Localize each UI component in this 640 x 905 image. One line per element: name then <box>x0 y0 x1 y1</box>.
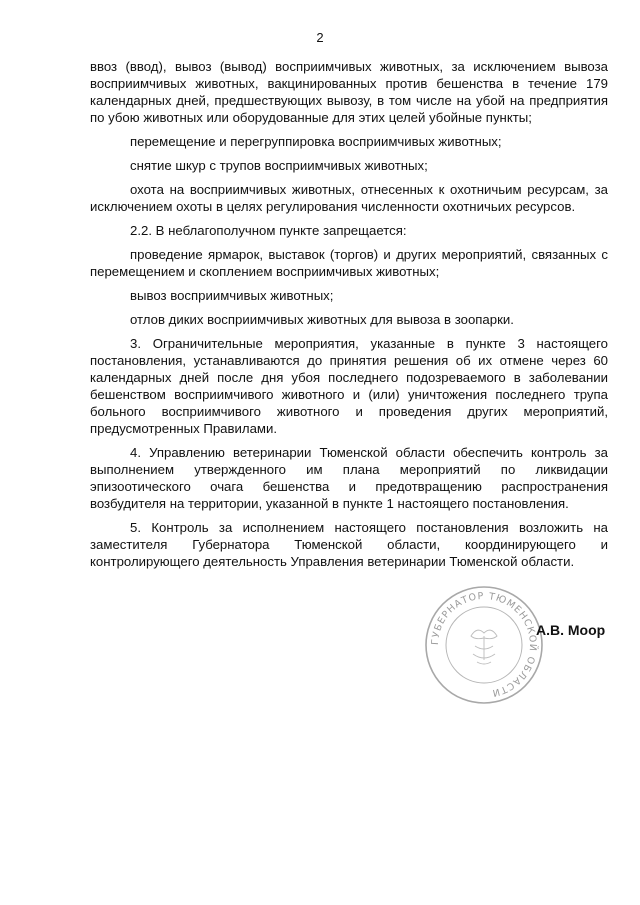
page-number: 2 <box>316 30 324 45</box>
emblem-icon <box>471 630 497 664</box>
paragraph: отлов диких восприимчивых животных для вывоза в зоопарки. <box>130 312 514 327</box>
document-body <box>90 58 608 577</box>
paragraph: перемещение и перегруппировка восприимчивых животных; <box>130 134 502 149</box>
paragraph: 3. Ограничительные мероприятия, указанные в пункте 3 настоящего постановления, устанавливаются до принятия решения об их отмене через 60 календарных дней после дня убоя последнего подозреваемого в заболевании бешенством восприимчивого животного и (или) уничтожения последнего трупа больного восприимчивого животного и проведения других мероприятий, предусмотренных Правилами. <box>90 336 608 436</box>
paragraph: 2.2. В неблагополучном пункте запрещается: <box>130 223 407 238</box>
paragraph: снятие шкур с трупов восприимчивых животных; <box>130 158 428 173</box>
paragraph: проведение ярмарок, выставок (торгов) и других мероприятий, связанных с перемещением и скоплением восприимчивых животных; <box>90 247 608 279</box>
seal-text: ГУБЕРНАТОР ТЮМЕНСКОЙ ОБЛАСТИ <box>429 590 539 699</box>
signature-name: А.В. Моор <box>536 622 606 638</box>
paragraph: 4. Управлению ветеринарии Тюменской области обеспечить контроль за выполнением утвержденного им плана мероприятий по ликвидации эпизоотического очага бешенства и предотвращению распространения возбудителя на территории, указанной в пункте 1 настоящего постановления. <box>90 445 608 511</box>
paragraph: ввоз (ввод), вывоз (вывод) восприимчивых животных, за исключением вывоза восприимчивых животных, вакцинированных против бешенства в течение 179 календарных дней, предшествующих вывозу, в том числе на убой на предприятия по убою животных или оборудованные для этих целей убойные пункты; <box>90 59 608 125</box>
paragraph: вывоз восприимчивых животных; <box>130 288 334 303</box>
paragraph: охота на восприимчивых животных, отнесенных к охотничьим ресурсам, за исключением охоты в целях регулирования численности охотничьих ресурсов. <box>90 182 608 214</box>
official-seal-stamp <box>423 584 545 706</box>
paragraph: 5. Контроль за исполнением настоящего постановления возложить на заместителя Губернатора Тюменской области, координирующего и контролирующего деятельность Управления ветеринарии Тюменской области. <box>90 520 608 569</box>
